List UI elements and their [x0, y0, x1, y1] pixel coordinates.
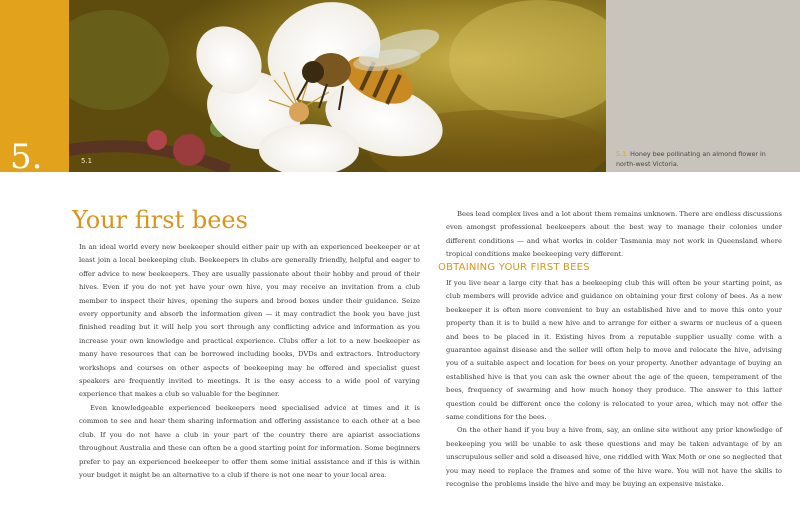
subheading: OBTAINING YOUR FIRST BEES: [438, 262, 590, 273]
bee-on-flower-illustration: [69, 0, 606, 172]
paragraph: Even knowledgeable experienced beekeepers need specialised advice at times and it is common to see and hear them sharing information and offering assistance to each other at a bee club. If you do not have a club in your part of the country there are apiarist associations throughout Australia and these can often be a good starting point for information. Some beginners prefer to pay an experienced beekeeper to offer them some initial assistance and if this is within your budget it might be an alternative to a club if there is not one near to your local area.: [79, 403, 420, 479]
chapter-number: 5.: [10, 137, 43, 177]
section-title: Your first bees: [72, 206, 248, 234]
caption-number: 5.1: [616, 150, 627, 158]
photo-caption: [616, 150, 786, 169]
left-column: [79, 241, 420, 482]
caption-text: Honey bee pollinating an almond flower in north-west Victoria.: [616, 150, 766, 168]
caption-panel: [606, 0, 800, 172]
paragraph: On the other hand if you buy a hive from, say, an online site without any prior knowledge of beekeeping you will be unable to ask these questions and may be taken advantage of by an unscrupulous seller and sold a diseased hive, one riddled with Wax Moth or one so neglected that you may need to replace the frames and some of the hive ware. You will not have the skills to recognise the problems inside the hive and may be buying an expensive mistake.: [446, 426, 782, 489]
chapter-tab: [0, 0, 69, 177]
right-column: [446, 277, 782, 492]
paragraph: Bees lead complex lives and a lot about them remains unknown. There are endless discussions even amongst professional beekeepers about the best way to manage their colonies under different conditions — and what works in colder Tasmania may not work in Queensland where tropical conditions make beekeeping very different.: [446, 210, 782, 259]
right-intro: [446, 208, 782, 262]
paragraph: If you live near a large city that has a beekeeping club this will often be your starting point, as club members will provide advice and guidance on obtaining your first colony of bees. As a new beekeeper it is often more convenient to buy an established hive and to move this onto your property than it is to build a new hive and to arrange for either a swarm or nucleus of a queen and bees to be placed in it. Existing hives from a reputable supplier usually come with a guarantee against disease and the seller will often help to move and relocate the hive, advising you of a suitable aspect and location for bees on your property. Another advantage of buying an established hive is that you can ask the owner about the age of the queen, temperament of the bees, frequency of swarming and how much honey they produce. The answer to this latter question could be different once the colony is relocated to your area, which may not offer the same conditions for the bees.: [446, 279, 782, 422]
photo-number-label: 5.1: [81, 157, 93, 165]
paragraph: In an ideal world every new beekeeper should either pair up with an experienced beekeeper or at least join a local beekeeping club. Beekeepers in clubs are generally friendly, helpful and eager to offer advice to new beekeepers. They are usually passionate about their hobby and proud of their hives. Even if you do not yet have your own hive, you may receive an invitation from a club member to inspect their hives, opening the supers and brood boxes under their guidance. Seize every opportunity and absorb the information given — it may contradict the book you have just finished reading but it will help you sort through any conflicting advice and information as you increase your own knowledge and practical experience. Clubs offer a lot to a new beekeeper as many have resources that can be borrowed including books, DVDs and extractors. Introductory workshops and courses on other aspects of beekeeping may be offered and specialist guest speakers are frequently invited to meetings. It is the easy access to a wide pool of varying experience that makes a club so valuable for the beginner.: [79, 243, 420, 399]
bee-photo: [69, 0, 606, 172]
